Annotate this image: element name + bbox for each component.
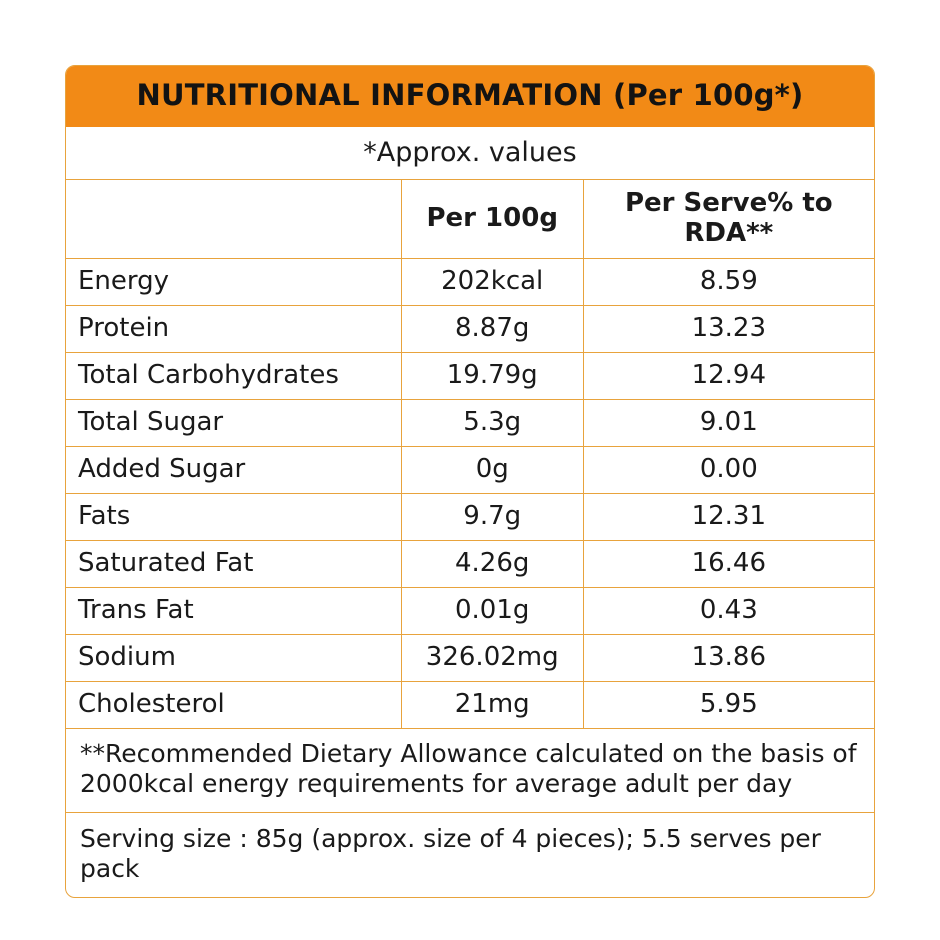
table-header-row — [66, 180, 874, 259]
nutrient-name: Total Sugar — [66, 399, 401, 446]
nutrient-per-100g: 5.3g — [401, 399, 583, 446]
nutrient-per-serve-rda: 12.94 — [583, 352, 874, 399]
nutrient-per-serve-rda: 12.31 — [583, 493, 874, 540]
nutrition-panel — [65, 65, 875, 898]
nutrition-table — [66, 180, 874, 729]
approx-values-note: *Approx. values — [66, 127, 874, 180]
nutrient-name: Sodium — [66, 634, 401, 681]
nutrient-per-serve-rda: 0.00 — [583, 446, 874, 493]
table-row — [66, 446, 874, 493]
nutrient-per-serve-rda: 9.01 — [583, 399, 874, 446]
table-row — [66, 399, 874, 446]
nutrient-per-100g: 0.01g — [401, 587, 583, 634]
nutrient-per-serve-rda: 5.95 — [583, 681, 874, 728]
nutrient-per-serve-rda: 16.46 — [583, 540, 874, 587]
nutrient-per-100g: 326.02mg — [401, 634, 583, 681]
nutrient-name: Energy — [66, 258, 401, 305]
nutrient-per-100g: 21mg — [401, 681, 583, 728]
column-header-per-100g: Per 100g — [401, 180, 583, 259]
nutrient-name: Trans Fat — [66, 587, 401, 634]
nutrient-per-serve-rda: 13.23 — [583, 305, 874, 352]
nutrient-name: Added Sugar — [66, 446, 401, 493]
nutrient-per-100g: 4.26g — [401, 540, 583, 587]
nutrient-name: Protein — [66, 305, 401, 352]
rda-footnote: **Recommended Dietary Allowance calculated on the basis of 2000kcal energy requirements for average adult per day — [66, 729, 874, 813]
table-row — [66, 681, 874, 728]
serving-size-footnote: Serving size : 85g (approx. size of 4 pieces); 5.5 serves per pack — [80, 823, 821, 884]
nutrient-name: Cholesterol — [66, 681, 401, 728]
table-row — [66, 352, 874, 399]
table-row — [66, 258, 874, 305]
nutrient-name: Total Carbohydrates — [66, 352, 401, 399]
panel-title: NUTRITIONAL INFORMATION (Per 100g*) — [66, 66, 874, 127]
table-row — [66, 634, 874, 681]
nutrient-per-100g: 0g — [401, 446, 583, 493]
nutrient-per-serve-rda: 13.86 — [583, 634, 874, 681]
table-row — [66, 493, 874, 540]
nutrient-per-100g: 202kcal — [401, 258, 583, 305]
column-header-per-serve-rda: Per Serve% to RDA** — [583, 180, 874, 259]
nutrient-per-serve-rda: 0.43 — [583, 587, 874, 634]
table-row — [66, 540, 874, 587]
nutrient-per-serve-rda: 8.59 — [583, 258, 874, 305]
nutrient-name: Saturated Fat — [66, 540, 401, 587]
nutrient-per-100g: 9.7g — [401, 493, 583, 540]
nutrient-per-100g: 19.79g — [401, 352, 583, 399]
table-row — [66, 305, 874, 352]
nutrient-name: Fats — [66, 493, 401, 540]
nutrient-per-100g: 8.87g — [401, 305, 583, 352]
table-row — [66, 587, 874, 634]
column-header-nutrient — [66, 180, 401, 259]
